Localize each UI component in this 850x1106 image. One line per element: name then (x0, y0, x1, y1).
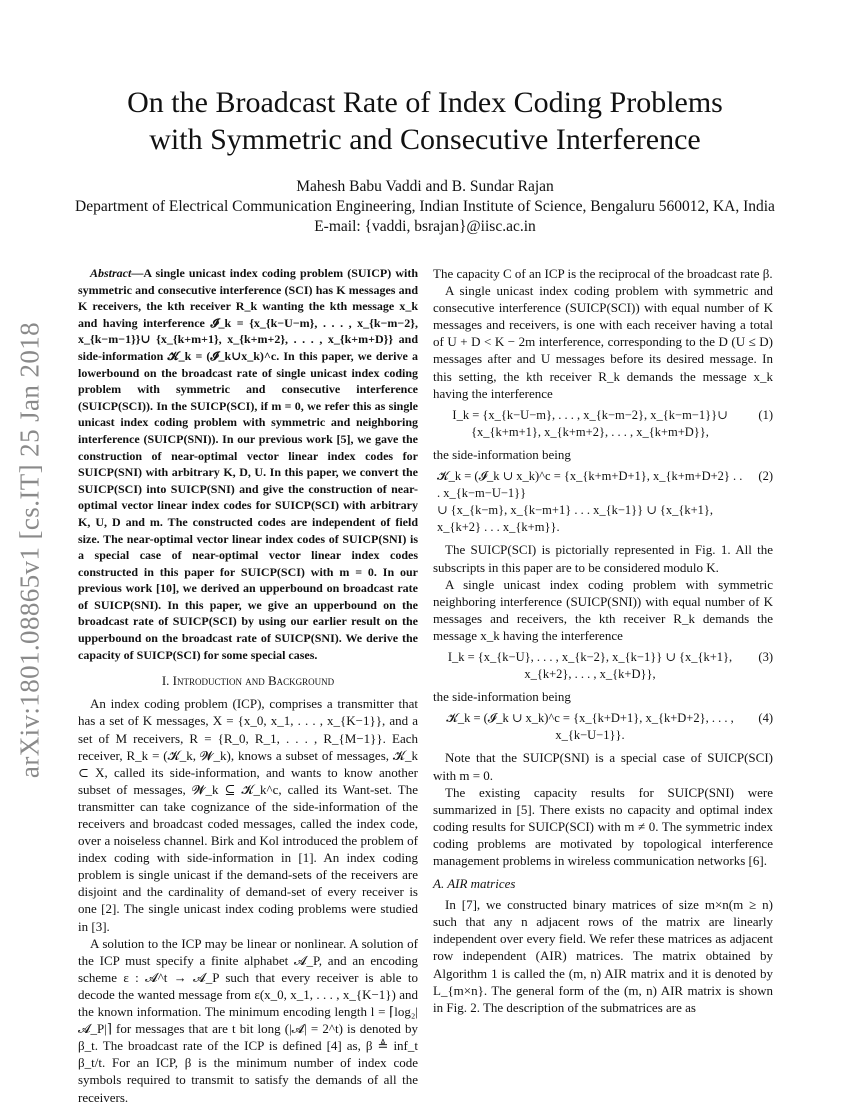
abstract (78, 265, 418, 663)
suicp-sci-paragraph: A single unicast index coding problem with symmetric and consecutive interference (SUICP(SCI)) with equal number of K messages and receivers, is one with each receiver having a total of U + D < K − 2m interference, corresponding to the D (U ≤ D) messages after and U messages before its desired message. In this setting, the kth receiver R_k demands the message x_k having the interference (433, 283, 773, 401)
equation-1-line-1: I_k = {x_{k−U−m}, . . . , x_{k−m−2}, x_{k−m−1}}∪ (452, 407, 728, 422)
author-block (60, 177, 790, 237)
title-line-2: with Symmetric and Consecutive Interference (149, 123, 701, 156)
section-heading-introduction: I. Introduction and Background (161, 673, 335, 689)
equation-2-line-1: 𝓚_k = (𝓘_k ∪ x_k)^c = {x_{k+m+D+1}, x_{k+m+D+2} . . . x_{k−m−U−1}} (437, 469, 743, 501)
special-case-paragraph: Note that the SUICP(SNI) is a special case of SUICP(SCI) with m = 0. (433, 750, 773, 783)
side-info-text-2: the side-information being (433, 689, 571, 705)
air-paragraph: In [7], we constructed binary matrices of size m×n(m ≥ n) such that any n adjacent rows of the matrix are linearly independent over every field. We refer these matrices as adjacent row independent (AIR) matrices. The matrix obtained by Algorithm 1 is called the (m, n) AIR matrix and it is denoted by L_{m×n}. The general form of the (m, n) AIR matrix is shown in Fig. 2. The description of the submatrices are as (433, 897, 773, 1015)
left-column (78, 265, 418, 1106)
intro-paragraph-1: An index coding problem (ICP), comprises a transmitter that has a set of K messages, X = {x_0, x_1, . . . , x_{K−1}}, and a set of M receivers, R = {R_0, R_1, . . . , R_{M−1}}. Each receiver, R_k = (𝓚_k, 𝓦_k), knows a subset of messages, 𝓚_k ⊂ X, called its side-information, and wants to know another subset of messages, 𝓦_k ⊆ 𝓚_k^c, called its Want-set. The transmitter can take cognizance of the side-information of the receivers and broadcast coded messages, called the index code, over a noiseless channel. Birk and Kol introduced the problem of index coding with side-information in [1]. An index coding problem is single unicast if the demand-sets of the receivers are disjoint and the cardinality of demand-set of every receiver is one [2]. The single unicast index coding problems were studied in [3]. (78, 696, 418, 934)
equation-2-number: (2) (758, 469, 773, 484)
suicp-sni-paragraph: A single unicast index coding problem with symmetric neighboring interference (SUICP(SNI)) with equal number of K messages and receivers, the kth receiver R_k demands the message x_k having the interference (433, 576, 773, 643)
equation-1-number: (1) (758, 407, 773, 422)
equation-2 (433, 468, 773, 536)
arxiv-sidebar (0, 270, 60, 830)
equation-3 (433, 649, 773, 683)
equation-4-line-1: 𝓚_k = (𝓘_k ∪ x_k)^c = {x_{k+D+1}, x_{k+D+2}, . . . , x_{k−U−1}}. (446, 711, 734, 743)
arxiv-identifier: arXiv:1801.08865v1 [cs.IT] 25 Jan 2018 (14, 321, 45, 779)
abstract-text: —A single unicast index coding problem (SUICP) with symmetric and consecutive interference (SCI) has K messages and K receivers, the kth receiver R_k wanting the kth message x_k and having interference 𝓘_k = {x_{k−U−m}, . . . , x_{k−m−2}, x_{k−m−1}}∪ {x_{k+m+1}, x_{k+m+2}, . . . , x_{k+m+D}} and side-information 𝓚_k = (𝓘_k∪x_k)^c. In this paper, we derive a lowerbound on the broadcast rate of single unicast index coding problem with symmetric and consecutive interference (SUICP(SCI)). In the SUICP(SCI), if m = 0, we refer this as single unicast index coding problem with symmetric and neighboring interference (SUICP(SNI)). In our previous work [5], we gave the construction of near-optimal vector linear index codes for SUICP(SNI) with arbitrary K, D, U. In this paper, we convert the SUICP(SCI) into SUICP(SNI) and give the construction of near-optimal vector linear index codes for SUICP(SCI) with arbitrary K, U, D and m. The constructed codes are independent of field size. The near-optimal vector linear index codes of SUICP(SNI) is a special case of near-optimal vector linear index codes constructed in this paper for SUICP(SCI) with m = 0. In our previous work [10], we derived an upperbound on broadcast rate of SUICP(SNI). In this paper, we give an upperbound on the broadcast rate of SUICP(SCI) by using our earlier result on the upperbound on the broadcast rate of SUICP(SNI). We derive the capacity of SUICP(SCI) for some special cases. (78, 266, 418, 662)
author-names: Mahesh Babu Vaddi and B. Sundar Rajan (296, 178, 554, 195)
title-line-1: On the Broadcast Rate of Index Coding Problems (127, 86, 723, 119)
abstract-lead: Abstract (90, 266, 132, 280)
pictorial-paragraph: The SUICP(SCI) is pictorially represented in Fig. 1. All the subscripts in this paper are to be considered modulo K. (433, 542, 773, 575)
equation-3-line-1: I_k = {x_{k−U}, . . . , x_{k−2}, x_{k−1}} ∪ {x_{k+1}, x_{k+2}, . . . , x_{k+D}}, (447, 649, 733, 682)
equation-1-line-2: {x_{k+m+1}, x_{k+m+2}, . . . , x_{k+m+D}}, (471, 424, 709, 439)
right-column (433, 265, 773, 1016)
subsection-heading-air: A. AIR matrices (433, 876, 516, 892)
equation-3-number: (3) (758, 649, 773, 664)
equation-1 (433, 407, 773, 441)
intro-paragraph-2: A solution to the ICP may be linear or nonlinear. A solution of the ICP must specify a finite alphabet 𝓐_P, and an encoding scheme ε : 𝓐^t → 𝓐_P such that every receiver is able to decode the wanted message from ε(x_0, x_1, . . . , x_{K−1}) and the known information. The minimum encoding length l = ⌈log₂|𝓐_P|⌉ for messages that are t bit long (|𝓐| = 2^t) is denoted by β_t. The broadcast rate of the ICP is defined [4] as, β ≜ inf_t β_t/t. For an ICP, β is the minimum number of index code symbols required to transmit to satisfy the demands of all the receivers. (78, 935, 418, 1105)
author-affiliation: Department of Electrical Communication Engineering, Indian Institute of Science, Bengaluru 560012, KA, India (75, 198, 775, 215)
capacity-paragraph: The capacity C of an ICP is the reciprocal of the broadcast rate β. (433, 266, 773, 281)
equation-2-line-2: ∪ {x_{k−m}, x_{k−m+1} . . . x_{k−1}} ∪ {x_{k+1}, x_{k+2} . . . x_{k+m}}. (437, 503, 714, 535)
capacity-results-paragraph: The existing capacity results for SUICP(SNI) were summarized in [5]. There exists no capacity and optimal index coding results for SUICP(SCI) with m ≠ 0. The symmetric index coding problems are motivated by topological interference management problems in wireless communication networks [6]. (433, 784, 773, 868)
equation-4 (433, 710, 773, 744)
equation-4-number: (4) (758, 711, 773, 726)
paper-title (60, 84, 790, 158)
author-email: E-mail: {vaddi, bsrajan}@iisc.ac.in (314, 218, 536, 235)
side-info-text-1: the side-information being (433, 446, 571, 462)
